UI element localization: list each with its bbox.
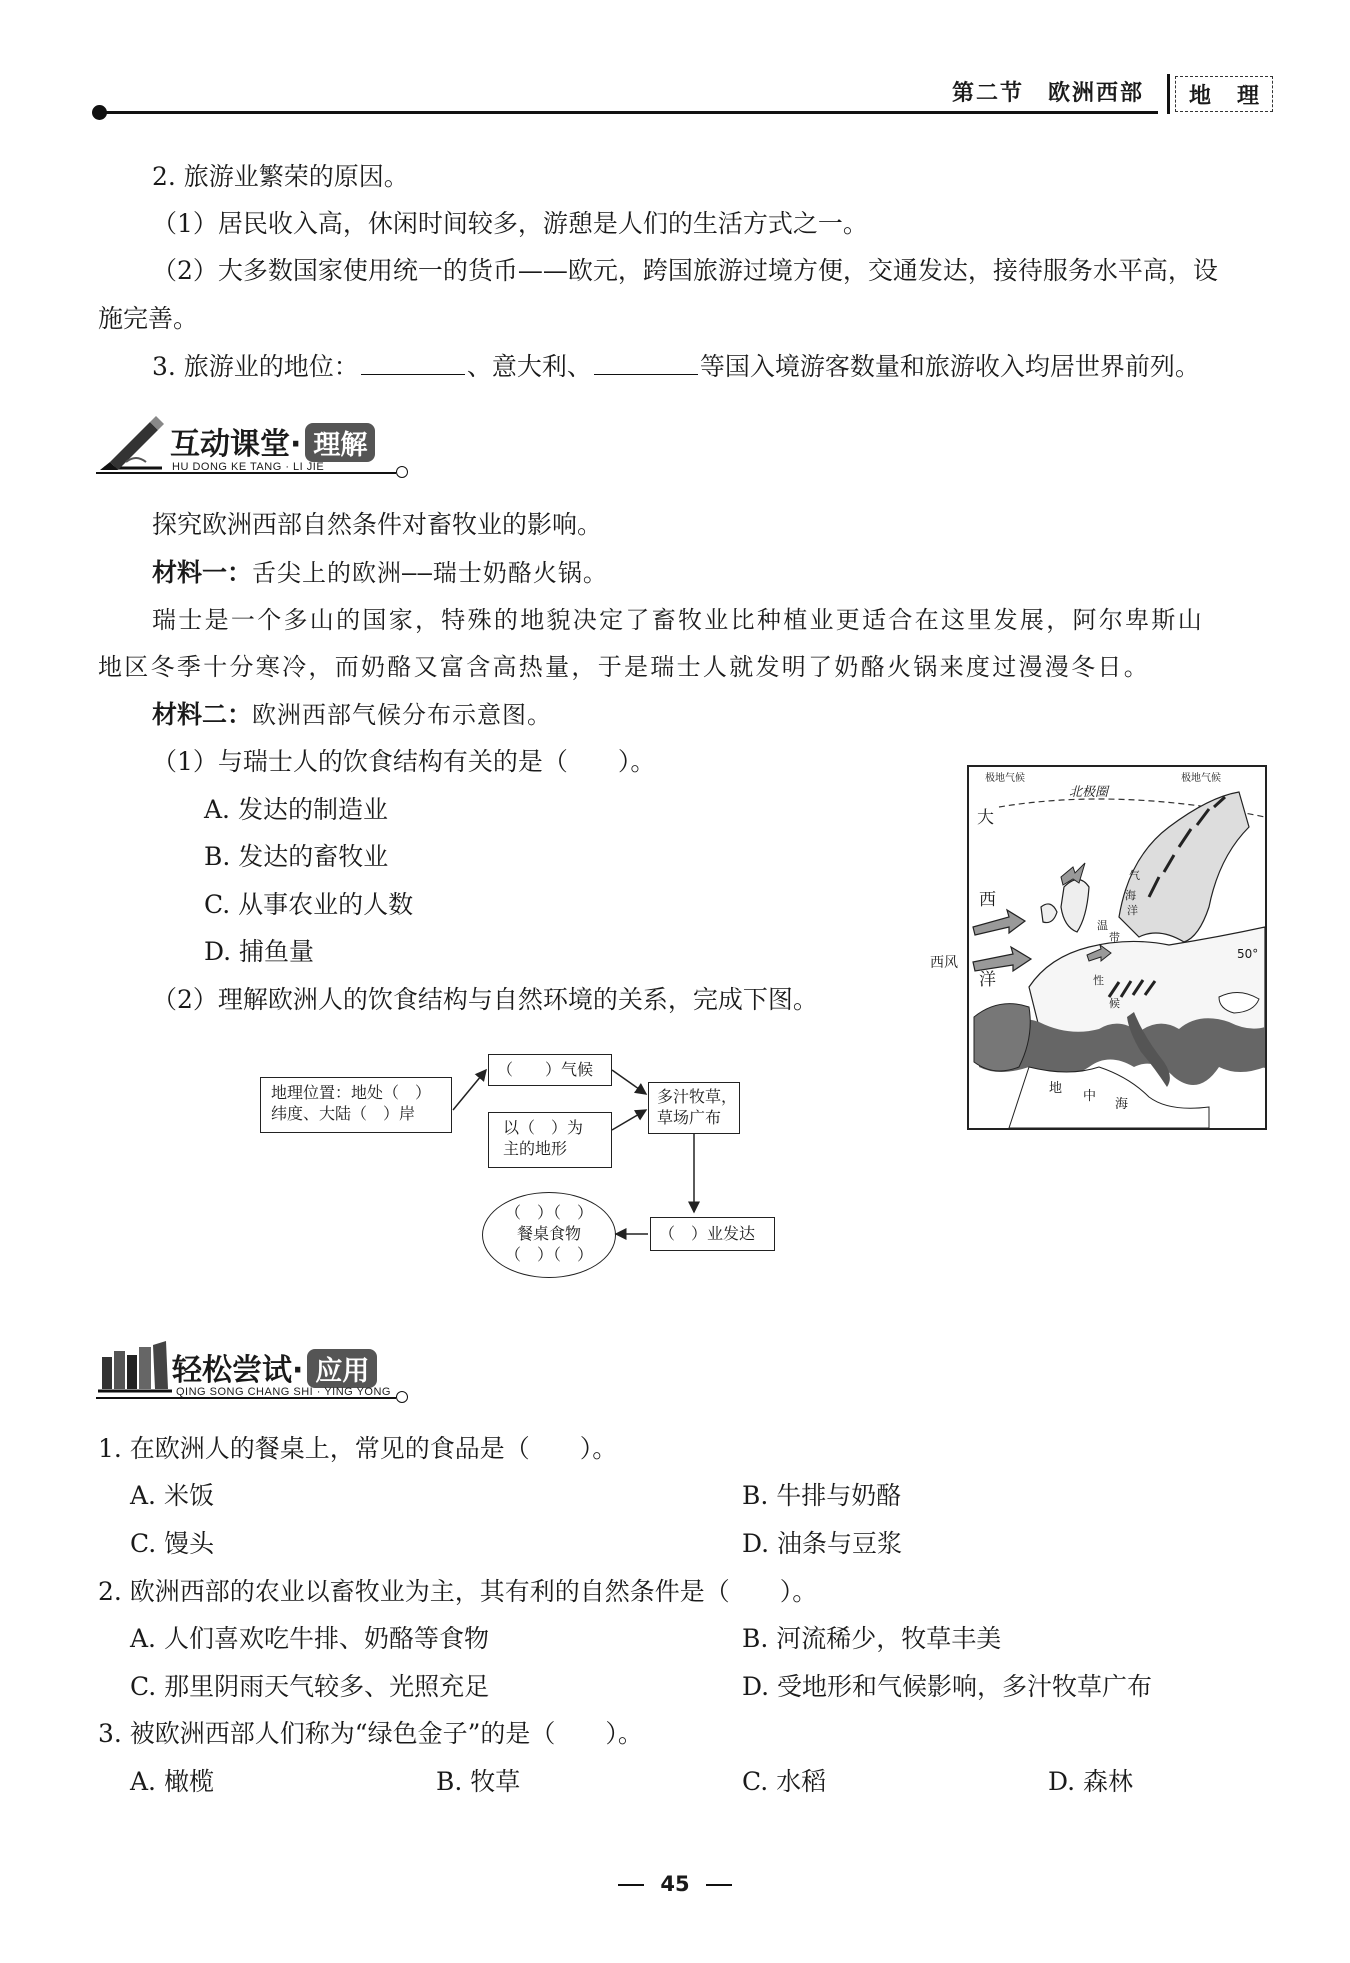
section2-tag: 应用 [307,1349,377,1388]
flow-terrain-line2: 主的地形 [503,1139,568,1158]
q3-part1: 3. 旅游业的地位： [152,352,359,381]
pen-writing-icon [96,412,168,474]
material-2 [152,698,552,732]
flow-industry-text: （ ）业发达 [659,1224,756,1243]
flow-food-line1: （ ）（ ） [504,1203,593,1222]
map-label-mediterranean-1: 地 [1049,1081,1063,1096]
material-1-body-line2: 地区冬季十分寒冷，而奶酪又富含高热量，于是瑞士人就发明了奶酪火锅来度过漫漫冬日。 [98,653,1150,681]
practice-q3-option-d[interactable]: D. 森林 [1048,1767,1134,1796]
header-divider [1167,74,1170,114]
material-2-label: 材料二： [152,700,253,729]
map-label-climate-3: 海 [1125,889,1136,902]
q2-item-2-line2: 施完善。 [98,304,199,333]
explore-q1-option-a[interactable]: A. 发达的制造业 [204,795,388,824]
material-1-title: 舌尖上的欧洲——瑞士奶酪火锅。 [252,559,608,587]
flow-pasture-line1: 多汁牧草， [657,1087,738,1106]
q2-item-1: （1）居民收入高，休闲时间较多，游憩是人们的生活方式之一。 [152,209,868,238]
section1-pinyin: HU DONG KE TANG · LI JIE [172,461,325,473]
flow-ellipse-food [482,1192,616,1278]
map-label-arctic-circle: 北极圈 [1069,785,1109,800]
page-number-value: 45 [660,1872,690,1896]
page-number-dash-left [618,1884,644,1886]
q3-fill-in [152,350,1200,384]
material-1-label: 材料一： [152,558,253,587]
map-label-climate-1: 温 [1097,919,1108,932]
map-label-westerlies: 西风 [930,955,958,971]
practice-q2-option-c[interactable]: C. 那里阴雨天气较多、光照充足 [130,1672,490,1701]
section2-title: 轻松尝试· 应用 [172,1345,377,1389]
section1-tag: 理解 [305,423,375,462]
material-1 [152,556,608,590]
practice-q1-option-d[interactable]: D. 油条与豆浆 [742,1529,903,1558]
map-label-climate-7: 候 [1109,997,1120,1010]
q3-part2: 、意大利、 [466,352,592,381]
map-label-ocean-2: 西 [979,890,996,910]
header-subject-box [1175,76,1273,112]
flow-box-climate [488,1054,612,1086]
flow-position-line2: 纬度、大陆（ ）岸 [271,1104,416,1123]
practice-q3-option-b[interactable]: B. 牧草 [436,1767,521,1796]
map-label-climate-2: 带 [1109,931,1120,944]
explore-q1-option-d[interactable]: D. 捕鱼量 [204,937,315,966]
practice-q1-option-c[interactable]: C. 馒头 [130,1529,215,1558]
europe-climate-map [967,765,1267,1130]
section2-rule-end [396,1391,408,1403]
map-label-polar-climate-right: 极地气候 [1181,773,1221,784]
practice-q2-option-a[interactable]: A. 人们喜欢吃牛排、奶酪等食物 [130,1624,489,1653]
explore-q1-option-b[interactable]: B. 发达的畜牧业 [204,842,389,871]
map-label-climate-4: 洋 [1127,904,1138,917]
map-label-climate-5: 性 [1093,974,1104,987]
flow-box-pasture [648,1082,740,1134]
flow-food-line3: （ ）（ ） [504,1245,593,1264]
subject-char-1: 地 [1188,82,1211,109]
map-label-mediterranean-2: 中 [1083,1089,1097,1104]
header-section-title: 第二节 欧洲西部 [952,80,1145,106]
practice-q2-option-b[interactable]: B. 河流稀少，牧草丰美 [742,1624,1002,1653]
answer-blank-2[interactable] [594,352,698,375]
answer-blank-1[interactable] [361,352,465,375]
flow-terrain-line1: 以（ ）为 [503,1118,584,1137]
material-1-body-line1: 瑞士是一个多山的国家，特殊的地貌决定了畜牧业比种植业更适合在这里发展，阿尔卑斯山 [152,606,1204,634]
flow-box-terrain [488,1112,612,1168]
map-label-mediterranean-3: 海 [1115,1097,1129,1112]
page-number [0,1872,1350,1896]
material-2-title: 欧洲西部气候分布示意图。 [252,701,553,729]
q2-title: 2. 旅游业繁荣的原因。 [152,162,409,191]
practice-q3-option-c[interactable]: C. 水稻 [742,1767,827,1796]
flow-food-line2: 餐桌食物 [516,1224,581,1243]
practice-q2: 2. 欧洲西部的农业以畜牧业为主，其有利的自然条件是（ ）。 [98,1577,818,1606]
section1-title: 互动课堂· 理解 [170,419,375,463]
header-rule [98,111,1158,114]
map-label-climate-6: 气 [1129,869,1140,882]
explore-q1: （1）与瑞士人的饮食结构有关的是（ ）。 [152,747,656,776]
page-number-dash-right [706,1884,732,1886]
q2-item-2-line1: （2）大多数国家使用统一的货币——欧元，跨国旅游过境方便，交通发达，接待服务水平高，设 [152,256,1218,285]
section2-pinyin: QING SONG CHANG SHI · YING YONG [176,1386,391,1398]
map-drawing [969,767,1265,1128]
explore-q2: （2）理解欧洲人的饮食结构与自然环境的关系，完成下图。 [152,985,818,1014]
practice-q1: 1. 在欧洲人的餐桌上，常见的食品是（ ）。 [98,1434,618,1463]
explore-q1-option-c[interactable]: C. 从事农业的人数 [204,890,414,919]
practice-q2-option-d[interactable]: D. 受地形和气候影响，多汁牧草广布 [742,1672,1153,1701]
flow-position-line1: 地理位置：地处（ ） [271,1083,432,1102]
practice-q1-option-a[interactable]: A. 米饭 [130,1481,214,1510]
flow-box-industry [650,1217,775,1251]
map-label-ocean-1: 大 [977,808,994,828]
practice-q1-option-b[interactable]: B. 牛排与奶酪 [742,1481,902,1510]
practice-q3-option-a[interactable]: A. 橄榄 [130,1767,214,1796]
flow-pasture-line2: 草场广布 [657,1108,722,1127]
q3-part3: 等国入境游客数量和旅游收入均居世界前列。 [699,352,1200,381]
practice-q3: 3. 被欧洲西部人们称为“绿色金子”的是（ ）。 [98,1719,643,1748]
map-label-polar-climate-left: 极地气候 [985,773,1025,784]
map-label-ocean-3: 洋 [979,970,996,990]
subject-char-2: 理 [1236,82,1259,109]
section1-rule-end [396,466,408,478]
flow-climate-text: （ ）气候 [497,1060,594,1079]
map-label-latitude-50: 50° [1237,947,1259,961]
books-icon [96,1335,172,1395]
flow-box-position [260,1077,452,1133]
explore-intro: 探究欧洲西部自然条件对畜牧业的影响。 [152,510,603,539]
